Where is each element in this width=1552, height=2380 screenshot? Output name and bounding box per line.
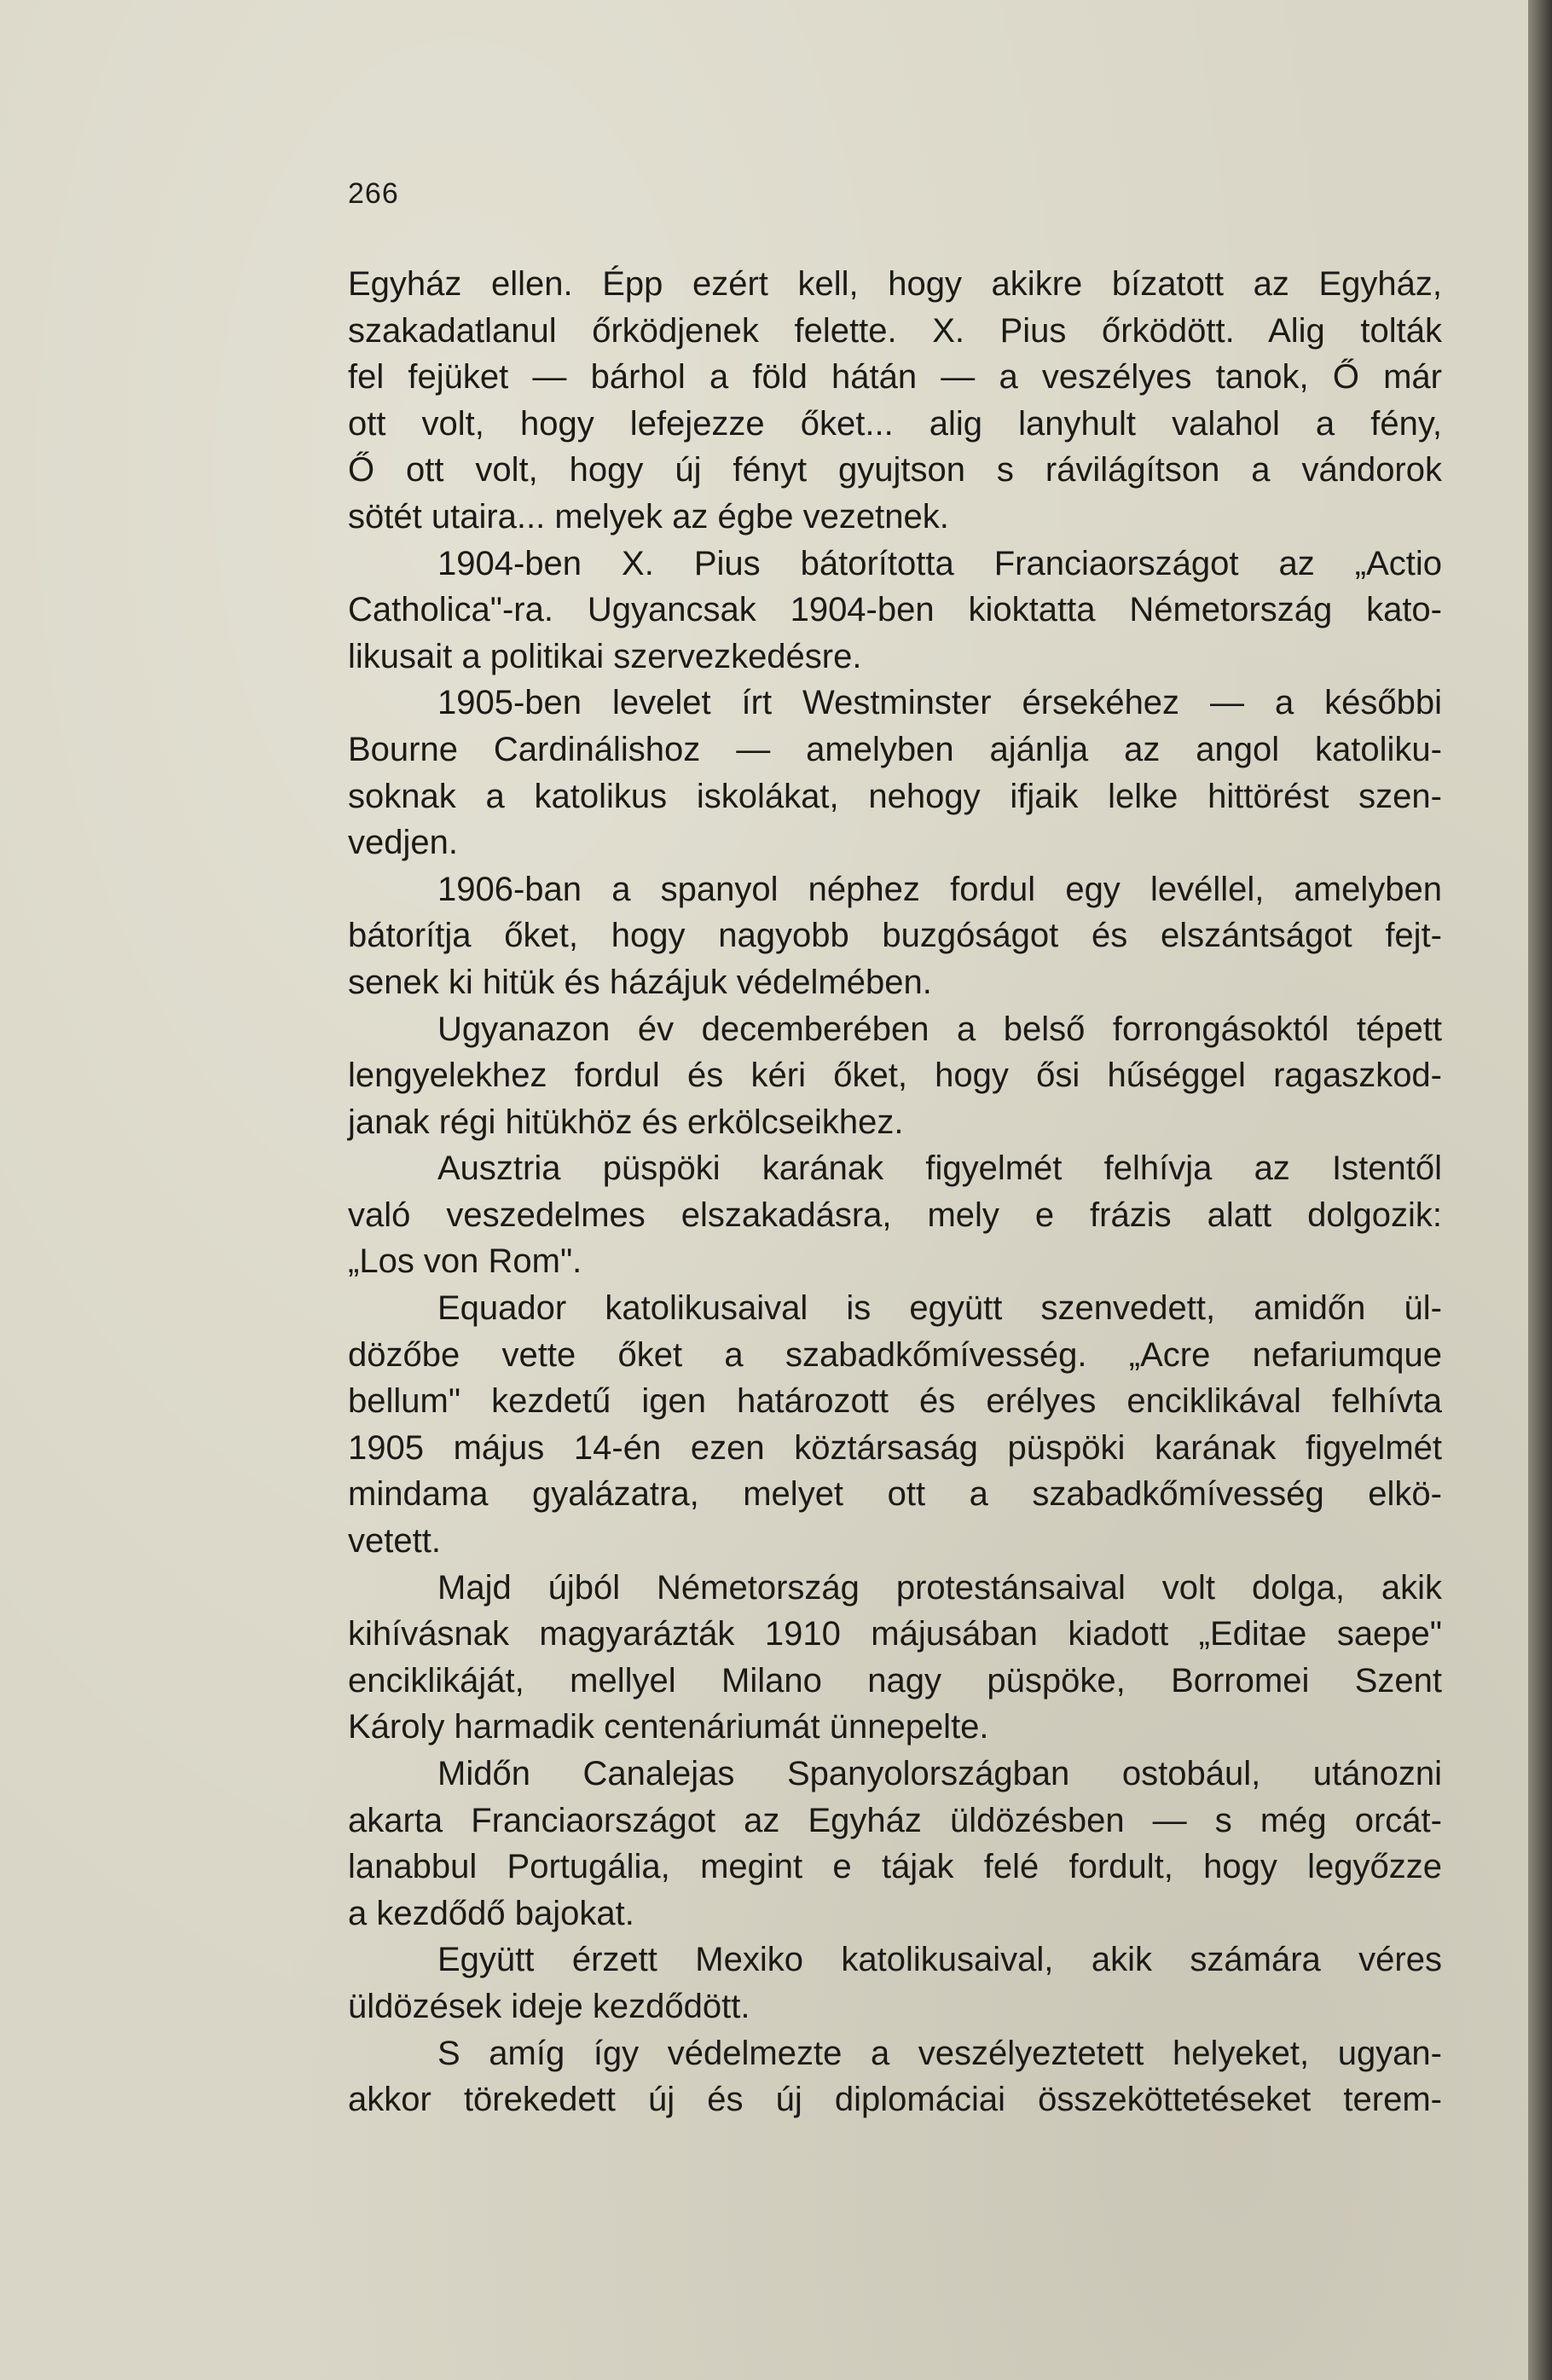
text-line: Egyház ellen. Épp ezért kell, hogy akikre bízatott az Egyház, xyxy=(348,265,1442,303)
text-line: „Los von Rom". xyxy=(348,1242,582,1281)
text-line: ott volt, hogy lefejezze őket... alig lanyhult valahol a fény, xyxy=(348,404,1442,443)
text-line: senek ki hitük és házájuk védelmében. xyxy=(348,963,932,1001)
text-line: 1905-ben levelet írt Westminster érsekéhez — a későbbi xyxy=(437,684,1442,722)
text-line: 1906-ban a spanyol néphez fordul egy levéllel, amelyben xyxy=(437,870,1442,908)
text-line: való veszedelmes elszakadásra, mely e frázis alatt dolgozik: xyxy=(348,1196,1442,1234)
text-line: akkor törekedett új és új diplomáciai összeköttetéseket terem- xyxy=(348,2081,1442,2119)
text-line: Károly harmadik centenáriumát ünnepelte. xyxy=(348,1708,989,1746)
text-line: a kezdődő bajokat. xyxy=(348,1894,634,1932)
text-line: Midőn Canalejas Spanyolországban ostobául, utánozni xyxy=(437,1755,1442,1792)
page-edge xyxy=(1528,0,1552,2380)
text-line: vedjen. xyxy=(348,824,458,862)
text-line: Majd újból Németország protestánsaival volt dolga, akik xyxy=(437,1568,1442,1607)
text-line: dözőbe vette őket a szabadkőmívesség. „Acre nefariumque xyxy=(348,1335,1442,1374)
text-line: bátorítja őket, hogy nagyobb buzgóságot és elszántságot fejt- xyxy=(348,917,1442,955)
text-line: lanabbul Portugália, megint e tájak felé fordult, hogy legyőzze xyxy=(348,1848,1442,1886)
text-line: 1905 május 14-én ezen köztársaság püspöki karának figyelmét xyxy=(348,1428,1442,1467)
text-line: Együtt érzett Mexiko katolikusaival, akik számára véres xyxy=(437,1941,1442,1979)
text-line: 1904-ben X. Pius bátorította Franciaországot az „Actio xyxy=(437,544,1442,582)
text-line: S amíg így védelmezte a veszélyeztetett helyeket, ugyan- xyxy=(437,2034,1442,2072)
text-line: kihívásnak magyarázták 1910 májusában kiadott „Editae saepe" xyxy=(348,1615,1442,1653)
text-line: soknak a katolikus iskolákat, nehogy ifjaik lelke hittörést szen- xyxy=(348,777,1442,815)
text-line: lengyelekhez fordul és kéri őket, hogy ősi hűséggel ragaszkod- xyxy=(348,1057,1442,1095)
text-line: Ugyanazon év decemberében a belső forrongásoktól tépett xyxy=(437,1010,1442,1048)
text-line: szakadatlanul őrködjenek felette. X. Pius őrködött. Alig tolták xyxy=(348,311,1442,350)
text-line: Catholica"-ra. Ugyancsak 1904-ben kioktatta Németország kato- xyxy=(348,591,1442,629)
text-line: enciklikáját, mellyel Milano nagy püspöke, Borromei Szent xyxy=(348,1661,1442,1700)
text-line: Equador katolikusaival is együtt szenvedett, amidőn ül- xyxy=(437,1289,1442,1328)
text-line: vetett. xyxy=(348,1522,441,1561)
text-line: Ő ott volt, hogy új fényt gyujtson s rávilágítson a vándorok xyxy=(348,451,1442,489)
text-line: sötét utaira... melyek az égbe vezetnek. xyxy=(348,497,949,536)
text-line: bellum" kezdetű igen határozott és erélyes enciklikával felhívta xyxy=(348,1382,1442,1421)
text-line: üldözések ideje kezdődött. xyxy=(348,1987,750,2025)
text-line: mindama gyalázatra, melyet ott a szabadkőmívesség elkö- xyxy=(348,1475,1442,1514)
text-line: akarta Franciaországot az Egyház üldözésben — s még orcát- xyxy=(348,1801,1442,1839)
text-line: Ausztria püspöki karának figyelmét felhívja az Istentől xyxy=(437,1149,1442,1188)
text-line: Bourne Cardinálishoz — amelyben ajánlja az angol katoliku- xyxy=(348,730,1442,768)
text-line: likusait a politikai szervezkedésre. xyxy=(348,637,862,675)
page-number: 266 xyxy=(348,177,399,210)
text-line: janak régi hitükhöz és erkölcseikhez. xyxy=(348,1103,904,1141)
text-line: fel fejüket — bárhol a föld hátán — a veszélyes tanok, Ő már xyxy=(348,358,1442,397)
body-text xyxy=(348,261,1442,2123)
